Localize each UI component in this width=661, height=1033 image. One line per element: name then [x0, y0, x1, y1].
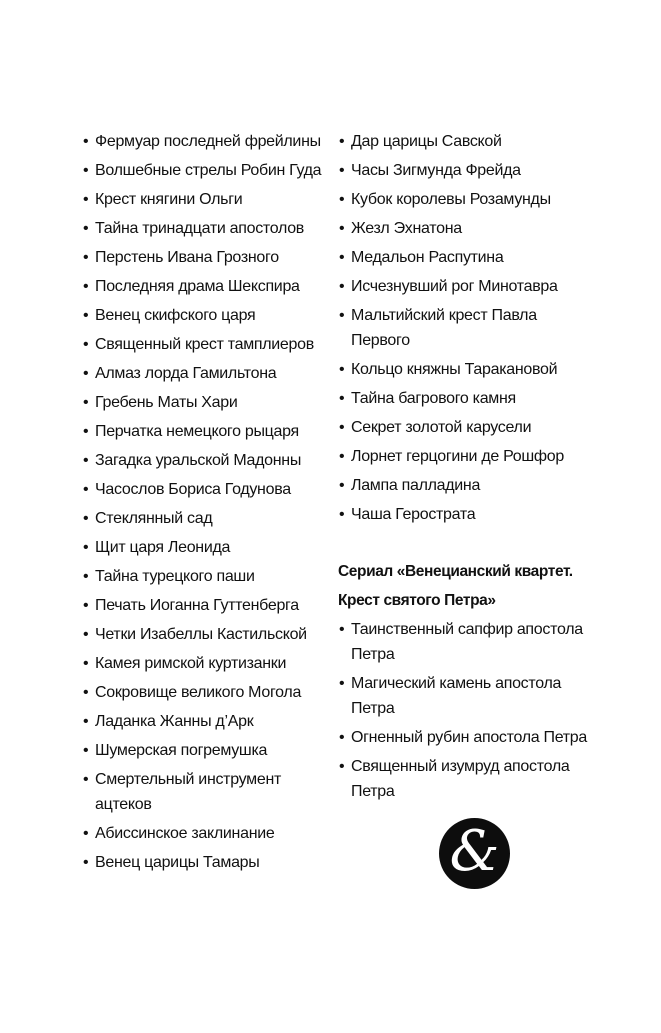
list-item: • Тайна багрового камня [338, 386, 598, 411]
list-item: • Волшебные стрелы Робин Гуда [82, 158, 336, 183]
list-item: • Часослов Бориса Годунова [82, 477, 336, 502]
list-item: • Огненный рубин апостола Петра [338, 725, 598, 750]
list-item: • Печать Иоганна Гуттенберга [82, 593, 336, 618]
list-item: • Загадка уральской Мадонны [82, 448, 336, 473]
list-item: • Часы Зигмунда Фрейда [338, 158, 598, 183]
list-item: • Перчатка немецкого рыцаря [82, 419, 336, 444]
list-item: • Стеклянный сад [82, 506, 336, 531]
list-item: • Гребень Маты Хари [82, 390, 336, 415]
list-item: • Крест княгини Ольги [82, 187, 336, 212]
publisher-logo [439, 818, 510, 889]
list-item: • Священный крест тамплиеров [82, 332, 336, 357]
list-item: • Жезл Эхнатона [338, 216, 598, 241]
list-item: • Лампа палладина [338, 473, 598, 498]
book-list-right [338, 129, 598, 527]
list-item: • Камея римской куртизанки [82, 651, 336, 676]
list-item: • Священный изумруд апостола Петра [338, 754, 598, 804]
list-item: • Тайна тринадцати апостолов [82, 216, 336, 241]
list-item: • Исчезнувший рог Минотавра [338, 274, 598, 299]
series-heading [338, 557, 598, 615]
list-item: • Дар царицы Савской [338, 129, 598, 154]
list-item: • Кольцо княжны Таракановой [338, 357, 598, 382]
series-book-list [338, 617, 598, 804]
list-item: • Секрет золотой карусели [338, 415, 598, 440]
list-item: • Сокровище великого Могола [82, 680, 336, 705]
list-item: • Медальон Распутина [338, 245, 598, 270]
book-list-left [82, 129, 336, 875]
list-item: • Тайна турецкого паши [82, 564, 336, 589]
list-item: • Чаша Герострата [338, 502, 598, 527]
list-item: • Абиссинское заклинание [82, 821, 336, 846]
list-item: • Последняя драма Шекспира [82, 274, 336, 299]
list-item: • Венец скифского царя [82, 303, 336, 328]
list-item: • Венец царицы Тамары [82, 850, 336, 875]
list-item: • Лорнет герцогини де Рошфор [338, 444, 598, 469]
series-title-line-1: Сериал «Венецианский квартет. [338, 563, 573, 580]
left-column [82, 129, 336, 879]
right-column [338, 129, 598, 808]
series-title-line-2: Крест святого Петра» [338, 592, 496, 609]
list-item: • Фермуар последней фрейлины [82, 129, 336, 154]
list-item: • Четки Изабеллы Кастильской [82, 622, 336, 647]
list-item: • Кубок королевы Розамунды [338, 187, 598, 212]
list-item: • Щит царя Леонида [82, 535, 336, 560]
list-item: • Перстень Ивана Грозного [82, 245, 336, 270]
ampersand-icon: & [449, 818, 500, 884]
list-item: • Мальтийский крест Павла Первого [338, 303, 598, 353]
list-item: • Алмаз лорда Гамильтона [82, 361, 336, 386]
list-item: • Магический камень апостола Петра [338, 671, 598, 721]
list-item: • Ладанка Жанны д’Арк [82, 709, 336, 734]
list-item: • Шумерская погремушка [82, 738, 336, 763]
list-item: • Таинственный сапфир апостола Петра [338, 617, 598, 667]
list-item: • Смертельный инструмент ацтеков [82, 767, 336, 817]
